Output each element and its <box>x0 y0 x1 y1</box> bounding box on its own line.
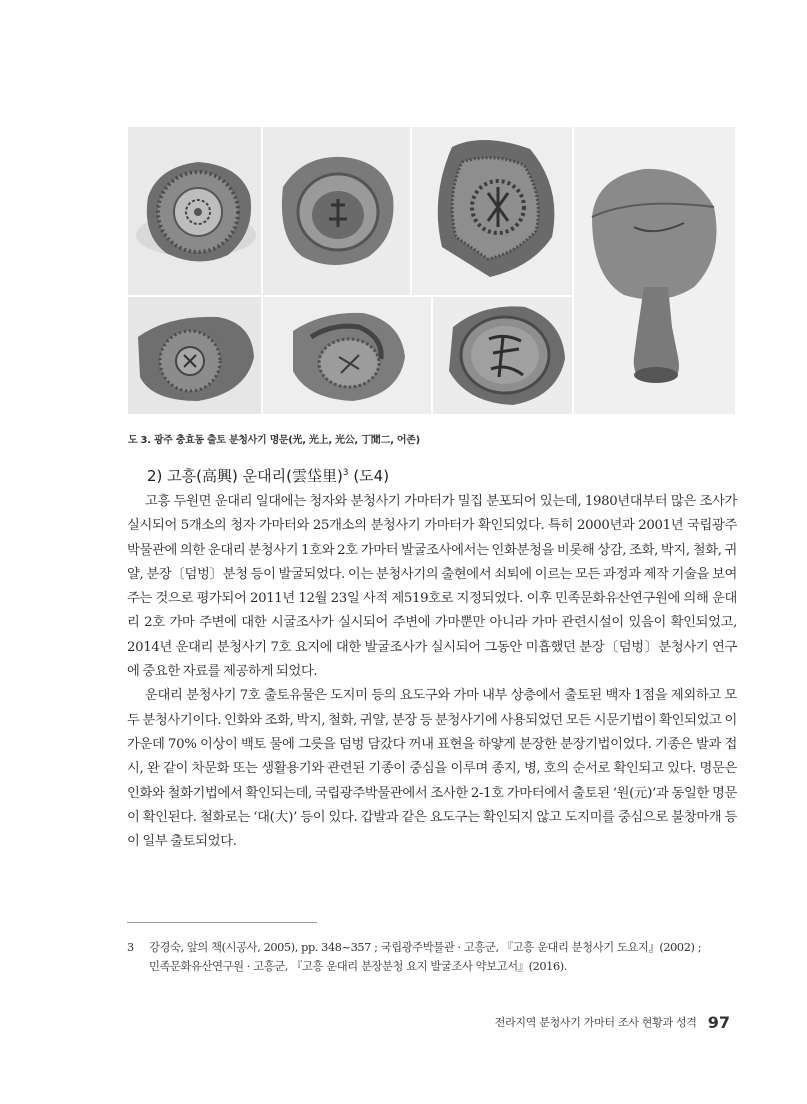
footnote-line-1: 강경숙, 앞의 책(시공사, 2005), pp. 348~357 ; 국립광주박물관 · 고흥군, 『고흥 운대리 분청사기 도요지』(2002) ; <box>149 941 702 954</box>
section-title: 2) 고흥(高興) 운대리(雲垈里) <box>147 467 343 485</box>
running-title: 전라지역 분청사기 가마터 조사 현황과 성격 <box>494 1016 697 1029</box>
figure-caption: 도 3. 광주 충효동 출토 분청사기 명문(光, 光上, 光公, 丁閒二, 어존) <box>128 435 420 446</box>
figure-reference: (도4) <box>353 467 390 485</box>
photo-plate-shard-inscribed <box>412 127 572 295</box>
photo-stamped-shard-small <box>128 297 261 414</box>
photo-fused-bowl-fragments <box>263 297 431 414</box>
paragraph-2: 운대리 분청사기 7호 출토유물은 도지미 등의 요도구와 가마 내부 상층에서 출토된 백자 1점을 제외하고 모두 분청사기이다. 인화와 조화, 박지, 철화, 귀얄, 분장 등 분청사기에 사용되었던 모든 시문기법이 확인되었고 이 가운데 70% 이상이 백토 물에 그릇을 덤벙 담갔다 꺼내 표현을 하얗게 분장한 분장기법이었다. 기종은 발과 접시, 완 같이 차문화 또는 생활용기와 관련된 기종이 중심을 이루며 종지, 병, 호의 순서로 확인되고 있다. 명문은 인화와 철화기법에서 확인되는데, 국립광주박물관에서 조사한 2-1호 가마터에서 출토된 ‘원(元)’과 동일한 명문이 확인된다. 철화로는 ‘대(大)’ 등이 있다. 갑발과 같은 요도구는 확인되지 않고 도지미를 중심으로 불창마개 등이 일부 출토되었다. <box>127 688 737 850</box>
photo-bowl-base-inscribed <box>263 127 410 295</box>
footnote-reference: 3 <box>342 468 349 478</box>
body-text <box>127 490 737 854</box>
photo-bottle-with-stem <box>574 127 735 414</box>
photo-bowl-base-character <box>433 297 572 414</box>
photo-stamped-bowl-fragment <box>128 127 261 295</box>
running-footer <box>495 1013 730 1032</box>
footnote-divider <box>127 922 317 923</box>
section-heading <box>147 465 389 486</box>
footnote-line-2: 민족문화유산연구원 · 고흥군, 『고흥 운대리 분장분청 요지 발굴조사 약보고서』(2016). <box>149 960 567 973</box>
paragraph-1: 고흥 두원면 운대리 일대에는 청자와 분청사기 가마터가 밀집 분포되어 있는데, 1980년대부터 많은 조사가 실시되어 5개소의 청자 가마터와 25개소의 분청사기 가마터가 확인되었다. 특히 2000년과 2001년 국립광주박물관에 의한 운대리 분청사기 1호와 2호 가마터 발굴조사에서는 인화분청을 비롯해 상감, 조화, 박지, 철화, 귀얄, 분장〔덤벙〕분청 등이 발굴되었다. 이는 분청사기의 출현에서 쇠퇴에 이르는 모든 과정과 제작 기술을 보여주는 것으로 평가되어 2011년 12월 23일 사적 제519호로 지정되었다. 이후 민족문화유산연구원에 의해 운대리 2호 가마 주변에 대한 시굴조사가 실시되어 주변에 가마뿐만 아니라 가마 관련시설이 있음이 확인되었고, 2014년 운대리 분청사기 7호 요지에 대한 발굴조사가 실시되어 그동안 미흡했던 분장〔덤벙〕분청사기 연구에 중요한 자료를 제공하게 되었다. <box>127 494 737 680</box>
footnote-number: 3 <box>127 941 134 954</box>
footnote <box>127 938 737 976</box>
page-number: 97 <box>707 1013 730 1032</box>
